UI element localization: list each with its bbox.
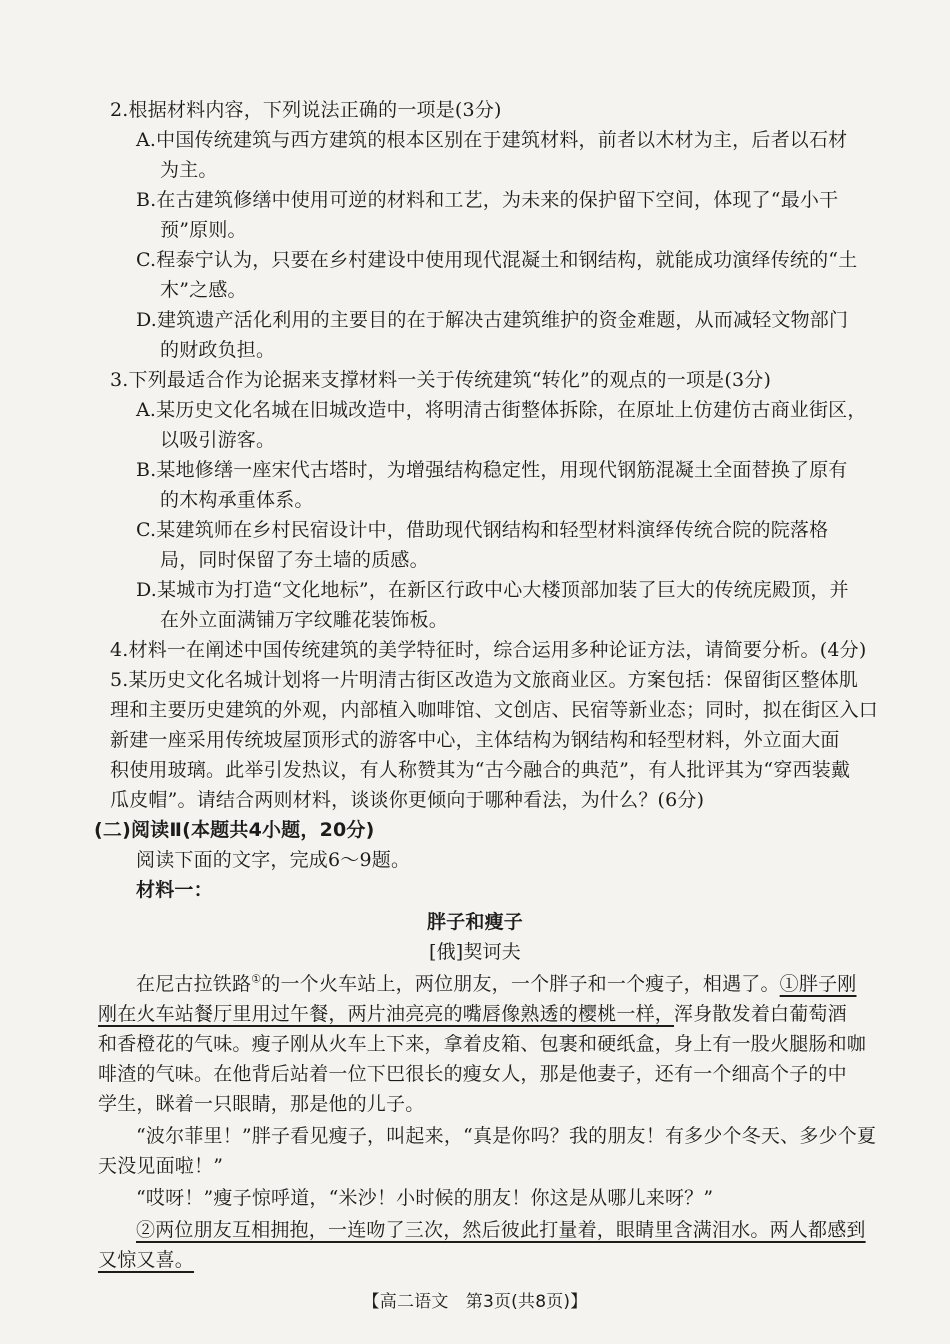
underlined-sentence-1-cont: 刚在火车站餐厅里用过午餐，两片油亮亮的嘴唇像熟透的樱桃一样，	[98, 1003, 675, 1025]
q3-option-a: A.某历史文化名城在旧城改造中，将明清古街整体拆除，在原址上仿建仿古商业街区，	[136, 399, 867, 421]
q5-line-5: 瓜皮帽”。请结合两则材料，谈谈你更倾向于哪种看法，为什么？(6分)	[110, 789, 705, 811]
footnote-marker: ①	[251, 972, 262, 986]
story-p1-text-a: 在尼古拉铁路	[136, 973, 252, 995]
section-heading: (二)阅读Ⅱ(本题共4小题，20分)	[94, 819, 375, 841]
q3-stem: 3.下列最适合作为论据来支撑材料一关于传统建筑“转化”的观点的一项是(3分)	[110, 369, 772, 391]
story-title: 胖子和瘦子	[426, 911, 523, 933]
story-p1-line-3: 和香橙花的气味。瘦子刚从火车上下来，拿着皮箱、包裹和硬纸盒，身上有一股火腿肠和咖	[98, 1033, 867, 1055]
q2-option-c: C.程泰宁认为，只要在乡村建设中使用现代混凝土和钢结构，就能成功演绎传统的“土	[136, 249, 858, 271]
story-p1-text-b: 的一个火车站上，两位朋友，一个胖子和一个瘦子，相遇了。	[261, 973, 780, 995]
q2-option-a-cont: 为主。	[160, 159, 218, 181]
underlined-sentence-1-start: ①胖子刚	[779, 973, 857, 995]
story-p1-line-4: 啡渣的气味。在他背后站着一位下巴很长的瘦女人，那是他妻子，还有一个细高个子的中	[98, 1063, 847, 1085]
q2-option-b: B.在古建筑修缮中使用可逆的材料和工艺，为未来的保护留下空间，体现了“最小干	[136, 189, 839, 211]
q5-line-4: 积使用玻璃。此举引发热议，有人称赞其为“古今融合的典范”，有人批评其为“穿西装戴	[110, 759, 851, 781]
q2-option-d: D.建筑遗产活化利用的主要目的在于解决古建筑维护的资金难题，从而减轻文物部门	[136, 309, 849, 331]
q3-option-b: B.某地修缮一座宋代古塔时，为增强结构稳定性，用现代钢筋混凝土全面替换了原有	[136, 459, 848, 481]
q2-option-c-cont: 木”之感。	[160, 279, 247, 301]
q5-line-1: 5.某历史文化名城计划将一片明清古街区改造为文旅商业区。方案包括：保留街区整体肌	[110, 669, 859, 691]
q3-option-d-cont: 在外立面满铺万字纹雕花装饰板。	[160, 609, 449, 631]
page-footer: 【高二语文 第3页(共8页)】	[362, 1292, 588, 1312]
q2-option-a: A.中国传统建筑与西方建筑的根本区别在于建筑材料，前者以木材为主，后者以石材	[136, 129, 848, 151]
story-author: [俄]契诃夫	[428, 941, 522, 963]
underlined-sentence-2-cont: 又惊又喜。	[98, 1249, 195, 1271]
story-p3: “哎呀！”瘦子惊呼道，“米沙！小时候的朋友！你这是从哪儿来呀？”	[136, 1187, 714, 1209]
material-label: 材料一：	[136, 879, 213, 901]
story-p2-line-1: “波尔菲里！”胖子看见瘦子，叫起来，“真是你吗？我的朋友！有多少个冬天、多少个夏	[136, 1125, 877, 1147]
story-p1-line-2-rest: 浑身散发着白葡萄酒	[674, 1003, 847, 1025]
story-p2-line-2: 天没见面啦！”	[98, 1155, 224, 1177]
q2-stem: 2.根据材料内容，下列说法正确的一项是(3分)	[110, 99, 502, 121]
underlined-sentence-2: ②两位朋友互相拥抱，一连吻了三次，然后彼此打量着，眼睛里含满泪水。两人都感到	[136, 1219, 866, 1241]
q3-option-d: D.某城市为打造“文化地标”，在新区行政中心大楼顶部加装了巨大的传统庑殿顶，并	[136, 579, 849, 601]
q3-option-c: C.某建筑师在乡村民宿设计中，借助现代钢结构和轻型材料演绎传统合院的院落格	[136, 519, 829, 541]
story-p1-line-5: 学生，眯着一只眼睛，那是他的儿子。	[98, 1093, 425, 1115]
q3-option-b-cont: 的木构承重体系。	[160, 489, 314, 511]
q5-line-3: 新建一座采用传统坡屋顶形式的游客中心，主体结构为钢结构和轻型材料，外立面大面	[110, 729, 840, 751]
q2-option-d-cont: 的财政负担。	[160, 339, 276, 361]
story-p1-line-2	[98, 1002, 847, 1026]
q2-option-b-cont: 预”原则。	[160, 219, 247, 241]
story-p1-line-1	[136, 972, 856, 996]
q3-option-c-cont: 局，同时保留了夯土墙的质感。	[160, 549, 429, 571]
section-instruction: 阅读下面的文字，完成6～9题。	[136, 849, 411, 871]
q3-option-a-cont: 以吸引游客。	[160, 429, 276, 451]
q5-line-2: 理和主要历史建筑的外观，内部植入咖啡馆、文创店、民宿等新业态；同时，拟在街区入口	[110, 699, 879, 721]
q4-stem: 4.材料一在阐述中国传统建筑的美学特征时，综合运用多种论证方法，请简要分析。(4分)	[110, 639, 867, 661]
